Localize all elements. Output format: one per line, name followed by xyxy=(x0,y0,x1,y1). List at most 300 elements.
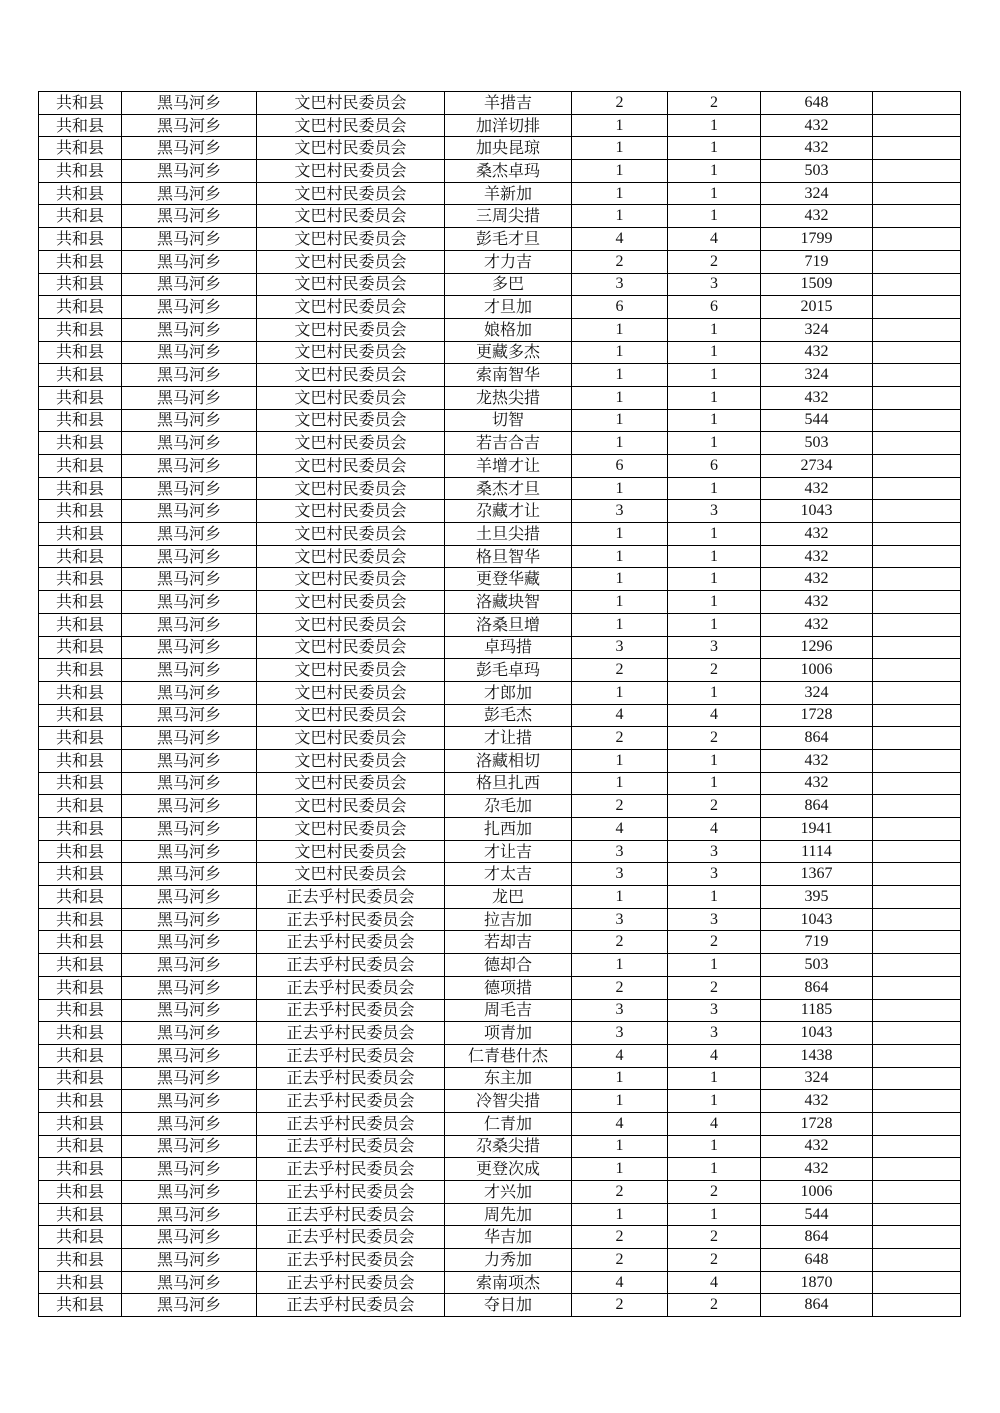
count-b-cell: 1 xyxy=(668,205,761,228)
remark-cell xyxy=(873,908,961,931)
village-committee-cell: 文巴村民委员会 xyxy=(257,455,445,478)
remark-cell xyxy=(873,1112,961,1135)
village-committee-cell: 文巴村民委员会 xyxy=(257,477,445,500)
amount-cell: 1870 xyxy=(761,1271,873,1294)
count-a-cell: 2 xyxy=(572,976,668,999)
table-row xyxy=(39,523,961,546)
township-cell: 黑马河乡 xyxy=(122,409,257,432)
township-cell: 黑马河乡 xyxy=(122,250,257,273)
count-a-cell: 2 xyxy=(572,659,668,682)
remark-cell xyxy=(873,818,961,841)
table-row xyxy=(39,840,961,863)
table-row xyxy=(39,92,961,115)
township-cell: 黑马河乡 xyxy=(122,182,257,205)
remark-cell xyxy=(873,772,961,795)
count-b-cell: 4 xyxy=(668,818,761,841)
count-a-cell: 1 xyxy=(572,114,668,137)
county-cell: 共和县 xyxy=(39,1022,122,1045)
count-b-cell: 6 xyxy=(668,455,761,478)
table-row xyxy=(39,1067,961,1090)
remark-cell xyxy=(873,545,961,568)
count-b-cell: 3 xyxy=(668,500,761,523)
village-committee-cell: 文巴村民委员会 xyxy=(257,795,445,818)
amount-cell: 2015 xyxy=(761,296,873,319)
amount-cell: 432 xyxy=(761,613,873,636)
amount-cell: 648 xyxy=(761,92,873,115)
township-cell: 黑马河乡 xyxy=(122,1249,257,1272)
name-cell: 德却合 xyxy=(445,954,572,977)
amount-cell: 432 xyxy=(761,523,873,546)
count-a-cell: 1 xyxy=(572,182,668,205)
remark-cell xyxy=(873,137,961,160)
count-b-cell: 4 xyxy=(668,704,761,727)
remark-cell xyxy=(873,1294,961,1317)
remark-cell xyxy=(873,795,961,818)
name-cell: 桑杰才旦 xyxy=(445,477,572,500)
village-committee-cell: 正去乎村民委员会 xyxy=(257,1044,445,1067)
village-committee-cell: 正去乎村民委员会 xyxy=(257,1249,445,1272)
count-a-cell: 1 xyxy=(572,364,668,387)
township-cell: 黑马河乡 xyxy=(122,455,257,478)
county-cell: 共和县 xyxy=(39,296,122,319)
township-cell: 黑马河乡 xyxy=(122,818,257,841)
village-committee-cell: 正去乎村民委员会 xyxy=(257,1158,445,1181)
table-row xyxy=(39,568,961,591)
remark-cell xyxy=(873,840,961,863)
county-cell: 共和县 xyxy=(39,228,122,251)
count-b-cell: 1 xyxy=(668,886,761,909)
county-cell: 共和县 xyxy=(39,840,122,863)
county-cell: 共和县 xyxy=(39,92,122,115)
township-cell: 黑马河乡 xyxy=(122,976,257,999)
village-committee-cell: 文巴村民委员会 xyxy=(257,137,445,160)
remark-cell xyxy=(873,1135,961,1158)
remark-cell xyxy=(873,1022,961,1045)
name-cell: 洛藏块智 xyxy=(445,591,572,614)
table-row xyxy=(39,137,961,160)
county-cell: 共和县 xyxy=(39,931,122,954)
township-cell: 黑马河乡 xyxy=(122,636,257,659)
count-b-cell: 1 xyxy=(668,954,761,977)
table-row xyxy=(39,1271,961,1294)
township-cell: 黑马河乡 xyxy=(122,613,257,636)
count-b-cell: 2 xyxy=(668,250,761,273)
amount-cell: 324 xyxy=(761,182,873,205)
name-cell: 才力吉 xyxy=(445,250,572,273)
name-cell: 洛桑旦增 xyxy=(445,613,572,636)
remark-cell xyxy=(873,386,961,409)
table-row xyxy=(39,228,961,251)
village-committee-cell: 文巴村民委员会 xyxy=(257,296,445,319)
county-cell: 共和县 xyxy=(39,386,122,409)
village-committee-cell: 文巴村民委员会 xyxy=(257,568,445,591)
table-row xyxy=(39,886,961,909)
remark-cell xyxy=(873,432,961,455)
name-cell: 才郎加 xyxy=(445,681,572,704)
village-committee-cell: 正去乎村民委员会 xyxy=(257,1226,445,1249)
amount-cell: 503 xyxy=(761,432,873,455)
village-committee-cell: 文巴村民委员会 xyxy=(257,613,445,636)
remark-cell xyxy=(873,1203,961,1226)
county-cell: 共和县 xyxy=(39,591,122,614)
village-committee-cell: 正去乎村民委员会 xyxy=(257,908,445,931)
amount-cell: 1043 xyxy=(761,908,873,931)
village-committee-cell: 文巴村民委员会 xyxy=(257,160,445,183)
count-b-cell: 1 xyxy=(668,545,761,568)
amount-cell: 1799 xyxy=(761,228,873,251)
amount-cell: 864 xyxy=(761,795,873,818)
count-b-cell: 3 xyxy=(668,1022,761,1045)
count-a-cell: 4 xyxy=(572,1044,668,1067)
remark-cell xyxy=(873,659,961,682)
table-row xyxy=(39,1226,961,1249)
county-cell: 共和县 xyxy=(39,1067,122,1090)
county-cell: 共和县 xyxy=(39,160,122,183)
village-committee-cell: 文巴村民委员会 xyxy=(257,341,445,364)
name-cell: 加洋切排 xyxy=(445,114,572,137)
count-b-cell: 4 xyxy=(668,1271,761,1294)
name-cell: 洛藏相切 xyxy=(445,749,572,772)
name-cell: 娘格加 xyxy=(445,318,572,341)
count-a-cell: 4 xyxy=(572,1271,668,1294)
village-committee-cell: 正去乎村民委员会 xyxy=(257,1271,445,1294)
count-a-cell: 1 xyxy=(572,205,668,228)
township-cell: 黑马河乡 xyxy=(122,1044,257,1067)
amount-cell: 1509 xyxy=(761,273,873,296)
count-b-cell: 2 xyxy=(668,931,761,954)
county-cell: 共和县 xyxy=(39,409,122,432)
township-cell: 黑马河乡 xyxy=(122,500,257,523)
count-b-cell: 2 xyxy=(668,976,761,999)
amount-cell: 1728 xyxy=(761,704,873,727)
name-cell: 切智 xyxy=(445,409,572,432)
remark-cell xyxy=(873,999,961,1022)
table-row xyxy=(39,727,961,750)
count-a-cell: 1 xyxy=(572,1158,668,1181)
amount-cell: 1438 xyxy=(761,1044,873,1067)
county-cell: 共和县 xyxy=(39,500,122,523)
village-committee-cell: 文巴村民委员会 xyxy=(257,92,445,115)
county-cell: 共和县 xyxy=(39,455,122,478)
count-b-cell: 2 xyxy=(668,659,761,682)
count-b-cell: 2 xyxy=(668,1249,761,1272)
count-b-cell: 4 xyxy=(668,228,761,251)
village-committee-cell: 正去乎村民委员会 xyxy=(257,1203,445,1226)
table-row xyxy=(39,545,961,568)
county-cell: 共和县 xyxy=(39,704,122,727)
name-cell: 更藏多杰 xyxy=(445,341,572,364)
remark-cell xyxy=(873,477,961,500)
village-committee-cell: 文巴村民委员会 xyxy=(257,114,445,137)
count-a-cell: 2 xyxy=(572,931,668,954)
remark-cell xyxy=(873,954,961,977)
name-cell: 仁青巷什杰 xyxy=(445,1044,572,1067)
county-cell: 共和县 xyxy=(39,568,122,591)
township-cell: 黑马河乡 xyxy=(122,432,257,455)
table-row xyxy=(39,386,961,409)
table-row xyxy=(39,1158,961,1181)
county-cell: 共和县 xyxy=(39,999,122,1022)
county-cell: 共和县 xyxy=(39,432,122,455)
count-a-cell: 4 xyxy=(572,1112,668,1135)
name-cell: 格旦智华 xyxy=(445,545,572,568)
count-a-cell: 3 xyxy=(572,908,668,931)
village-committee-cell: 文巴村民委员会 xyxy=(257,523,445,546)
remark-cell xyxy=(873,296,961,319)
table-row xyxy=(39,250,961,273)
name-cell: 羊措吉 xyxy=(445,92,572,115)
township-cell: 黑马河乡 xyxy=(122,886,257,909)
count-a-cell: 1 xyxy=(572,886,668,909)
count-b-cell: 3 xyxy=(668,273,761,296)
village-committee-cell: 文巴村民委员会 xyxy=(257,386,445,409)
amount-cell: 1114 xyxy=(761,840,873,863)
amount-cell: 1367 xyxy=(761,863,873,886)
village-committee-cell: 正去乎村民委员会 xyxy=(257,1067,445,1090)
county-cell: 共和县 xyxy=(39,1226,122,1249)
table-row xyxy=(39,182,961,205)
township-cell: 黑马河乡 xyxy=(122,1181,257,1204)
township-cell: 黑马河乡 xyxy=(122,1294,257,1317)
amount-cell: 432 xyxy=(761,1158,873,1181)
remark-cell xyxy=(873,931,961,954)
count-a-cell: 1 xyxy=(572,1090,668,1113)
count-a-cell: 2 xyxy=(572,795,668,818)
township-cell: 黑马河乡 xyxy=(122,205,257,228)
count-b-cell: 4 xyxy=(668,1112,761,1135)
count-a-cell: 2 xyxy=(572,1294,668,1317)
village-committee-cell: 正去乎村民委员会 xyxy=(257,1294,445,1317)
count-a-cell: 1 xyxy=(572,318,668,341)
name-cell: 才太吉 xyxy=(445,863,572,886)
township-cell: 黑马河乡 xyxy=(122,1158,257,1181)
name-cell: 羊新加 xyxy=(445,182,572,205)
remark-cell xyxy=(873,1181,961,1204)
county-cell: 共和县 xyxy=(39,976,122,999)
count-a-cell: 1 xyxy=(572,160,668,183)
count-b-cell: 1 xyxy=(668,477,761,500)
table-row xyxy=(39,1294,961,1317)
count-b-cell: 1 xyxy=(668,523,761,546)
name-cell: 土旦尖措 xyxy=(445,523,572,546)
remark-cell xyxy=(873,636,961,659)
amount-cell: 432 xyxy=(761,545,873,568)
village-committee-cell: 正去乎村民委员会 xyxy=(257,1112,445,1135)
table-row xyxy=(39,500,961,523)
amount-cell: 1043 xyxy=(761,500,873,523)
remark-cell xyxy=(873,318,961,341)
remark-cell xyxy=(873,250,961,273)
name-cell: 羊增才让 xyxy=(445,455,572,478)
county-cell: 共和县 xyxy=(39,114,122,137)
table-row xyxy=(39,1090,961,1113)
count-a-cell: 1 xyxy=(572,954,668,977)
table-row xyxy=(39,1135,961,1158)
township-cell: 黑马河乡 xyxy=(122,1135,257,1158)
county-cell: 共和县 xyxy=(39,364,122,387)
amount-cell: 432 xyxy=(761,1090,873,1113)
township-cell: 黑马河乡 xyxy=(122,1226,257,1249)
table-row xyxy=(39,591,961,614)
count-a-cell: 3 xyxy=(572,636,668,659)
count-b-cell: 1 xyxy=(668,160,761,183)
township-cell: 黑马河乡 xyxy=(122,727,257,750)
name-cell: 力秀加 xyxy=(445,1249,572,1272)
remark-cell xyxy=(873,727,961,750)
count-b-cell: 1 xyxy=(668,364,761,387)
name-cell: 拉吉加 xyxy=(445,908,572,931)
name-cell: 冷智尖措 xyxy=(445,1090,572,1113)
count-a-cell: 1 xyxy=(572,432,668,455)
county-cell: 共和县 xyxy=(39,545,122,568)
count-b-cell: 2 xyxy=(668,1181,761,1204)
remark-cell xyxy=(873,364,961,387)
remark-cell xyxy=(873,749,961,772)
amount-cell: 324 xyxy=(761,1067,873,1090)
county-cell: 共和县 xyxy=(39,137,122,160)
remark-cell xyxy=(873,886,961,909)
village-committee-cell: 正去乎村民委员会 xyxy=(257,999,445,1022)
count-a-cell: 1 xyxy=(572,749,668,772)
count-a-cell: 1 xyxy=(572,341,668,364)
name-cell: 华吉加 xyxy=(445,1226,572,1249)
remark-cell xyxy=(873,341,961,364)
count-b-cell: 1 xyxy=(668,568,761,591)
village-committee-cell: 正去乎村民委员会 xyxy=(257,976,445,999)
amount-cell: 432 xyxy=(761,568,873,591)
amount-cell: 432 xyxy=(761,477,873,500)
name-cell: 桑杰卓玛 xyxy=(445,160,572,183)
village-committee-cell: 正去乎村民委员会 xyxy=(257,1022,445,1045)
county-cell: 共和县 xyxy=(39,1090,122,1113)
name-cell: 多巴 xyxy=(445,273,572,296)
table-row xyxy=(39,908,961,931)
table-row xyxy=(39,818,961,841)
name-cell: 尕藏才让 xyxy=(445,500,572,523)
name-cell: 若却吉 xyxy=(445,931,572,954)
count-b-cell: 6 xyxy=(668,296,761,319)
amount-cell: 864 xyxy=(761,727,873,750)
county-cell: 共和县 xyxy=(39,523,122,546)
remark-cell xyxy=(873,1271,961,1294)
name-cell: 东主加 xyxy=(445,1067,572,1090)
name-cell: 龙巴 xyxy=(445,886,572,909)
name-cell: 索南智华 xyxy=(445,364,572,387)
count-a-cell: 1 xyxy=(572,591,668,614)
county-cell: 共和县 xyxy=(39,182,122,205)
amount-cell: 432 xyxy=(761,341,873,364)
count-b-cell: 1 xyxy=(668,1158,761,1181)
table-row xyxy=(39,704,961,727)
village-committee-cell: 文巴村民委员会 xyxy=(257,228,445,251)
count-a-cell: 1 xyxy=(572,409,668,432)
amount-cell: 432 xyxy=(761,772,873,795)
table-row xyxy=(39,409,961,432)
table-row xyxy=(39,432,961,455)
village-committee-cell: 文巴村民委员会 xyxy=(257,432,445,455)
village-committee-cell: 正去乎村民委员会 xyxy=(257,1135,445,1158)
township-cell: 黑马河乡 xyxy=(122,908,257,931)
village-committee-cell: 正去乎村民委员会 xyxy=(257,886,445,909)
remark-cell xyxy=(873,704,961,727)
amount-cell: 544 xyxy=(761,1203,873,1226)
count-a-cell: 3 xyxy=(572,840,668,863)
table-row xyxy=(39,863,961,886)
village-committee-cell: 文巴村民委员会 xyxy=(257,545,445,568)
amount-cell: 864 xyxy=(761,1294,873,1317)
township-cell: 黑马河乡 xyxy=(122,1022,257,1045)
count-b-cell: 1 xyxy=(668,591,761,614)
county-cell: 共和县 xyxy=(39,954,122,977)
count-a-cell: 3 xyxy=(572,999,668,1022)
count-b-cell: 2 xyxy=(668,795,761,818)
village-committee-cell: 文巴村民委员会 xyxy=(257,636,445,659)
name-cell: 夺日加 xyxy=(445,1294,572,1317)
count-a-cell: 3 xyxy=(572,273,668,296)
village-committee-cell: 文巴村民委员会 xyxy=(257,818,445,841)
count-b-cell: 3 xyxy=(668,908,761,931)
table-row xyxy=(39,954,961,977)
county-cell: 共和县 xyxy=(39,818,122,841)
count-b-cell: 2 xyxy=(668,1226,761,1249)
remark-cell xyxy=(873,613,961,636)
amount-cell: 864 xyxy=(761,1226,873,1249)
township-cell: 黑马河乡 xyxy=(122,863,257,886)
count-b-cell: 1 xyxy=(668,318,761,341)
name-cell: 彭毛才旦 xyxy=(445,228,572,251)
amount-cell: 1941 xyxy=(761,818,873,841)
table-row xyxy=(39,613,961,636)
count-b-cell: 3 xyxy=(668,636,761,659)
village-committee-cell: 文巴村民委员会 xyxy=(257,840,445,863)
count-a-cell: 3 xyxy=(572,500,668,523)
count-b-cell: 2 xyxy=(668,92,761,115)
township-cell: 黑马河乡 xyxy=(122,1090,257,1113)
village-committee-cell: 正去乎村民委员会 xyxy=(257,931,445,954)
count-b-cell: 1 xyxy=(668,182,761,205)
count-a-cell: 1 xyxy=(572,613,668,636)
township-cell: 黑马河乡 xyxy=(122,681,257,704)
amount-cell: 432 xyxy=(761,137,873,160)
remark-cell xyxy=(873,92,961,115)
county-cell: 共和县 xyxy=(39,1271,122,1294)
township-cell: 黑马河乡 xyxy=(122,523,257,546)
village-committee-cell: 文巴村民委员会 xyxy=(257,681,445,704)
county-cell: 共和县 xyxy=(39,772,122,795)
table-row xyxy=(39,364,961,387)
county-cell: 共和县 xyxy=(39,1044,122,1067)
count-b-cell: 4 xyxy=(668,1044,761,1067)
county-cell: 共和县 xyxy=(39,250,122,273)
amount-cell: 432 xyxy=(761,386,873,409)
remark-cell xyxy=(873,1249,961,1272)
table-row xyxy=(39,1181,961,1204)
table-row xyxy=(39,999,961,1022)
table-row xyxy=(39,659,961,682)
township-cell: 黑马河乡 xyxy=(122,840,257,863)
name-cell: 更登次成 xyxy=(445,1158,572,1181)
township-cell: 黑马河乡 xyxy=(122,772,257,795)
count-a-cell: 1 xyxy=(572,1067,668,1090)
county-cell: 共和县 xyxy=(39,1203,122,1226)
county-cell: 共和县 xyxy=(39,886,122,909)
county-cell: 共和县 xyxy=(39,1112,122,1135)
count-b-cell: 1 xyxy=(668,409,761,432)
table-row xyxy=(39,477,961,500)
count-b-cell: 1 xyxy=(668,386,761,409)
table-row xyxy=(39,341,961,364)
count-a-cell: 1 xyxy=(572,681,668,704)
